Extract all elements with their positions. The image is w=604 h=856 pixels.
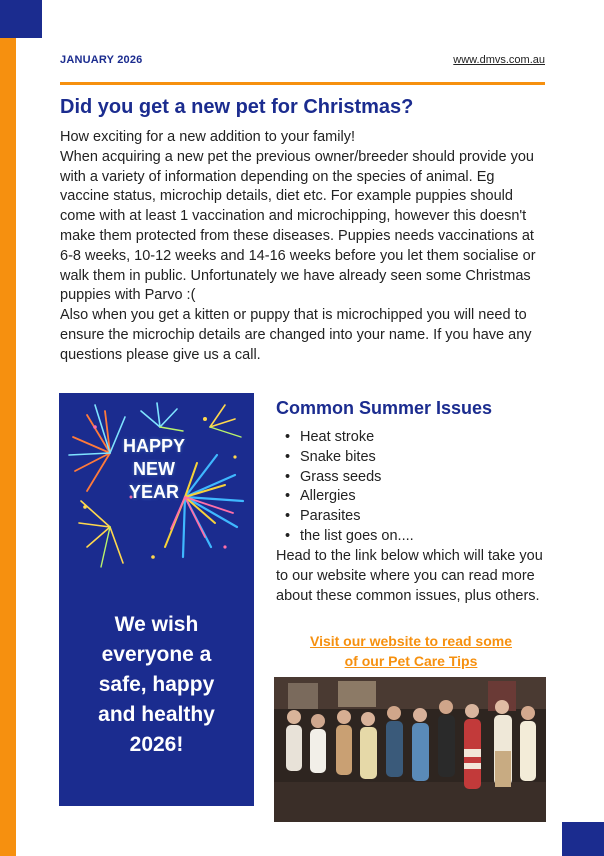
wish-line: 2026! [129, 733, 184, 756]
wish-line: everyone a [101, 643, 212, 666]
summer-issues-title: Common Summer Issues [276, 398, 493, 418]
article-body [60, 128, 545, 366]
wish-line: safe, happy [98, 673, 215, 696]
greeting-line: NEW [133, 459, 175, 479]
list-item: • Snake bites [276, 448, 546, 468]
greeting-line: HAPPY [122, 436, 185, 456]
greeting-line: YEAR [128, 482, 179, 502]
left-accent-stripe [0, 38, 16, 856]
wish-line: We wish [114, 613, 199, 636]
article-paragraph: How exciting for a new addition to your family! [60, 129, 355, 145]
summer-issues-body: Head to the link below which will take you to our website where you can read more about these common issues, plus others. [276, 548, 543, 604]
link-line: of our Pet Care Tips [344, 653, 478, 669]
website-link[interactable]: www.dmvs.com.au [453, 54, 545, 66]
summer-issues-list [276, 428, 546, 547]
header-divider [60, 82, 545, 85]
new-year-wish [69, 610, 244, 760]
article-paragraph: Also when you get a kitten or puppy that is microchipped you will need to ensure the microchip details are changed into your name. If you have any questions please give us a call. [60, 307, 532, 363]
list-item: • the list goes on.... [276, 527, 546, 547]
new-year-panel [59, 393, 254, 806]
page-header [60, 54, 545, 72]
list-item: • Parasites [276, 507, 546, 527]
link-line: Visit our website to read some [309, 633, 513, 649]
article-title: Did you get a new pet for Christmas? [60, 96, 414, 118]
list-item: • Heat stroke [276, 428, 546, 448]
bottom-right-corner-block [562, 822, 604, 856]
staff-group-photo [274, 677, 546, 822]
happy-new-year-text [79, 435, 229, 504]
list-item: • Allergies [276, 487, 546, 507]
top-left-corner-block [0, 0, 42, 38]
list-item: • Grass seeds [276, 468, 546, 488]
pet-care-tips-link[interactable] [276, 631, 546, 671]
article-paragraph: When acquiring a new pet the previous owner/breeder should provide you with a variety of information depending on the species of animal. Eg vaccine status, microchip details, diet etc. For example puppies should come with at least 1 vaccination and microchipping, however this doesn't make them protected from these diseases. Puppies needs vaccinations at 6-8 weeks, 10-12 weeks and 14-16 weeks before you let them socialise or walk them in public. Unfortunately we have already seen some Christmas puppies with Parvo :( [60, 148, 536, 304]
issue-date: JANUARY 2026 [60, 54, 143, 66]
wish-line: and healthy [98, 703, 215, 726]
